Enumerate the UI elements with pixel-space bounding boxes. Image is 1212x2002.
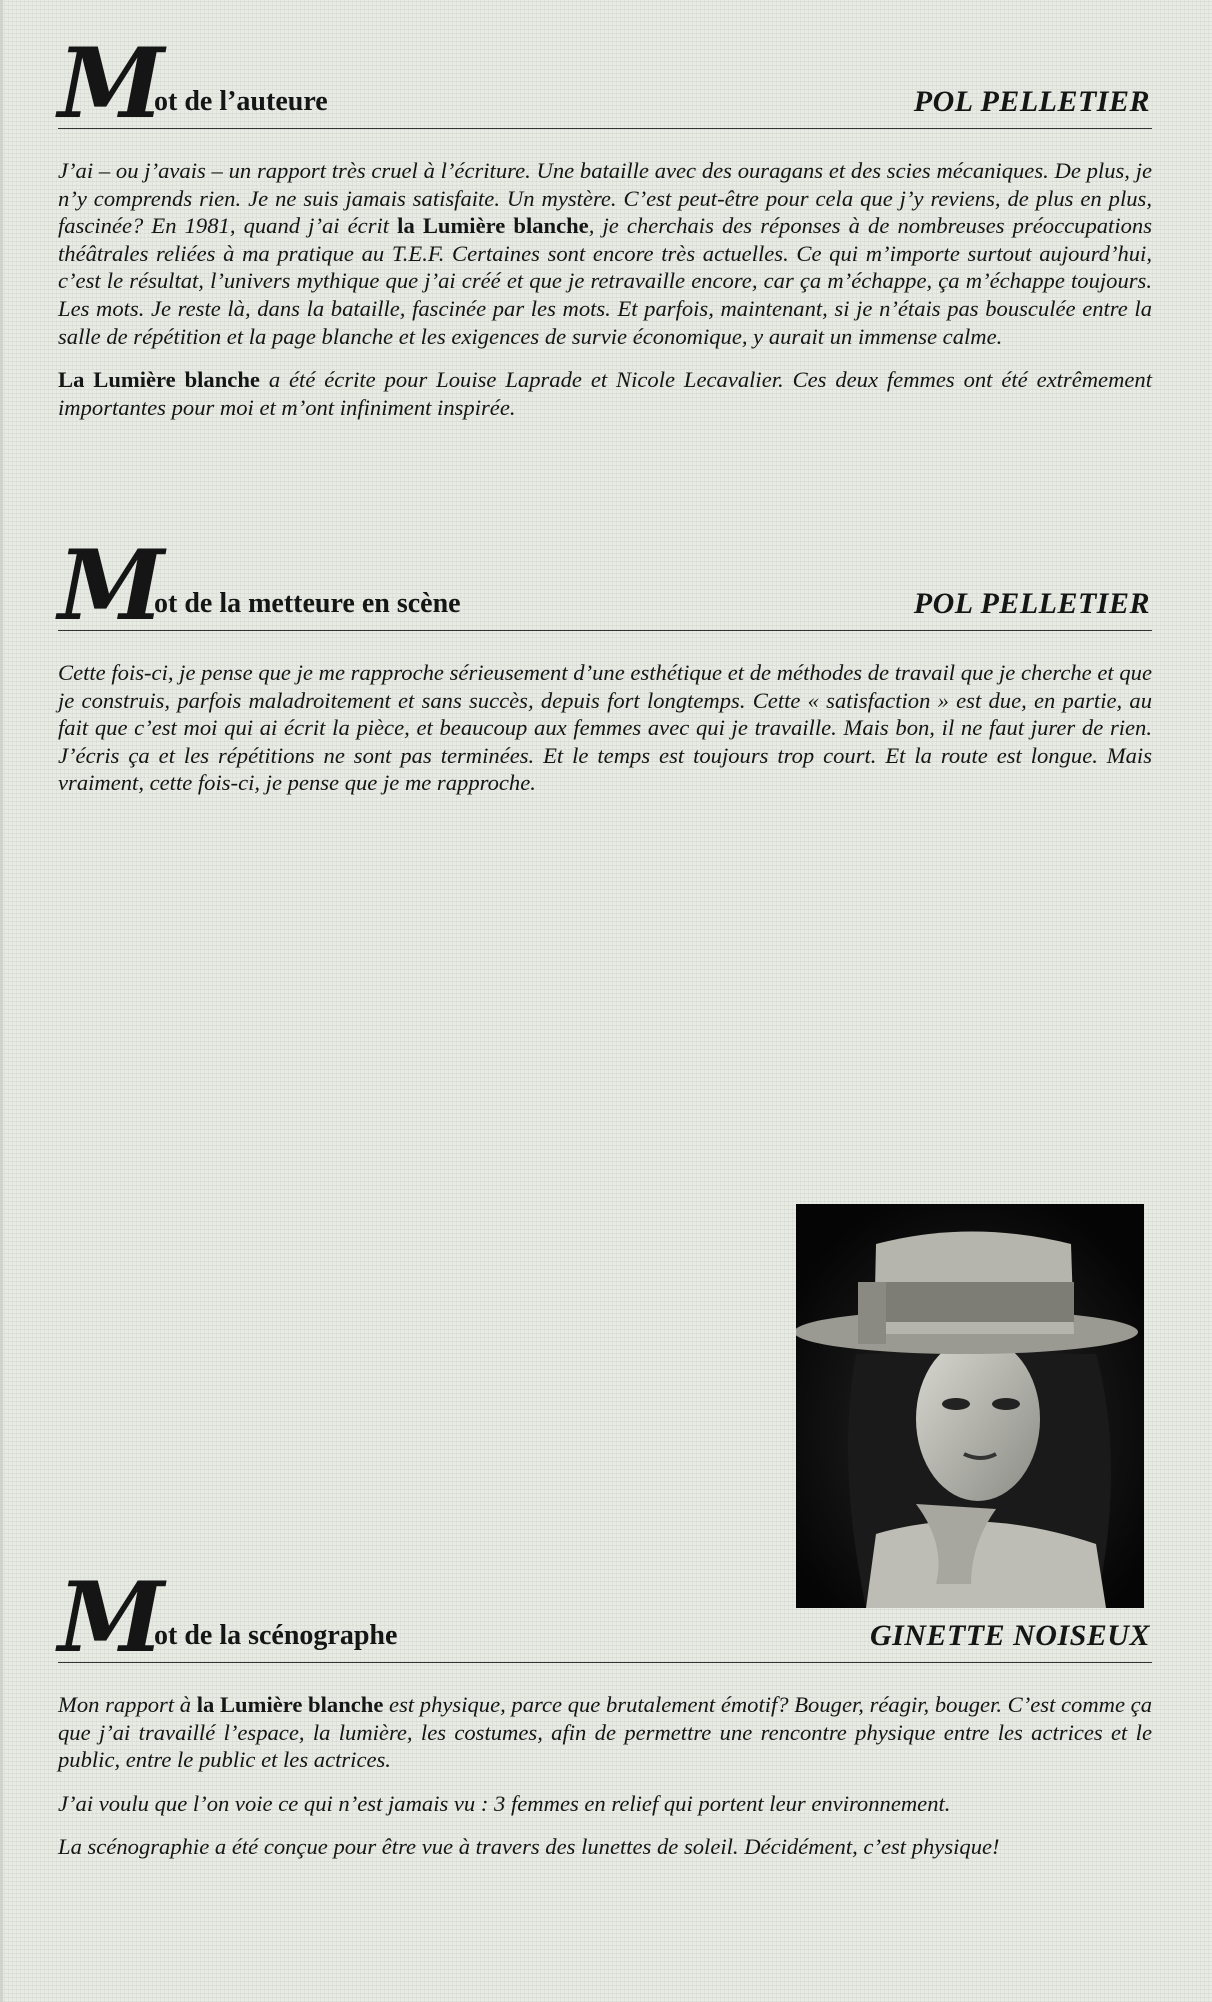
play-title: la Lumière blanche [196, 1692, 384, 1717]
play-title: la Lumière blanche [397, 213, 589, 239]
paragraph: La Lumière blanche a été écrite pour Louise Laprade et Nicole Lecavalier. Ces deux femmes ont été extrêmement importantes pour moi et m’ont infiniment inspirée. [58, 367, 1152, 420]
portrait-photo-icon [796, 1204, 1144, 1608]
section-heading [58, 27, 1152, 140]
drop-cap-letter: M [58, 1561, 161, 1674]
section-title: ot de la metteure en scène [154, 588, 461, 619]
paragraph: J’ai voulu que l’on voie ce qui n’est jamais vu : 3 femmes en relief qui portent leur environnement. [58, 1790, 951, 1816]
section-title: ot de la scénographe [154, 1620, 398, 1651]
section-scenographer [58, 1561, 1152, 1861]
section-director [58, 529, 1152, 797]
section-title: ot de l’auteure [154, 86, 328, 117]
section-heading [58, 529, 1152, 642]
section-author-name: POL PELLETIER [913, 587, 1150, 620]
paragraph: Cette fois-ci, je pense que je me rapproche sérieusement d’une esthétique et de méthodes de travail que je cherche et que je construis, parfois maladroitement et sans succès, depuis fort longtemps. Cette « satisfaction » est due, en partie, au fait que c’est moi qui ai écrit la pièce, et beaucoup aux femmes avec qui je travaille. Mais bon, il ne faut jurer de rien. J’écris ça et les répétitions ne sont pas terminées. Et le temps est toujours trop court. Et la route est longue. Mais vraiment, cette fois-ci, je pense que je me rapproche. [58, 660, 1152, 796]
section-author-name: GINETTE NOISEUX [869, 1619, 1150, 1652]
page-fold [0, 0, 3, 2002]
drop-cap-letter: M [58, 27, 161, 140]
paragraph: J’ai – ou j’avais – un rapport très cruel à l’écriture. Une bataille avec des ouragans et des scies mécaniques. De plus, je n’y comprends rien. Je ne suis jamais satisfaite. Un mystère. C’est peut-être pour cela que j’y reviens, de plus en plus, fascinée? En 1981, quand j’ai écrit la Lumière blanche, je cherchais des réponses à de nombreuses préoccupations théâtrales reliées à ma pratique au T.E.F. Certaines sont encore très actuelles. Ce qui m’importe surtout aujourd’hui, c’est le résultat, l’univers mythique que j’ai créé et que je retravaille encore, car ça m’échappe, ça m’échappe toujours. Les mots. Je reste là, dans la bataille, fascinée par les mots. Et parfois, maintenant, si je n’étais pas bousculée entre la salle de répétition et la page blanche et les exigences de survie économique, y aurait un immense calme. [58, 158, 1152, 349]
drop-cap-letter: M [58, 529, 161, 642]
play-title: La Lumière blanche [58, 367, 260, 393]
section-heading [58, 1561, 1152, 1674]
paragraph: Mon rapport à la Lumière blanche est physique, parce que brutalement émotif? Bouger, réagir, bouger. C’est comme ça que j’ai travaillé l’espace, la lumière, les costumes, afin de permettre une rencontre physique entre les actrices et le public, entre le public et les actrices. [58, 1692, 1152, 1773]
paragraph: La scénographie a été conçue pour être vue à travers des lunettes de soleil. Décidément, c’est physique! [58, 1834, 1000, 1860]
portrait-photo [796, 1204, 1144, 1608]
section-author-name: POL PELLETIER [913, 85, 1150, 118]
section-author [58, 27, 1152, 421]
